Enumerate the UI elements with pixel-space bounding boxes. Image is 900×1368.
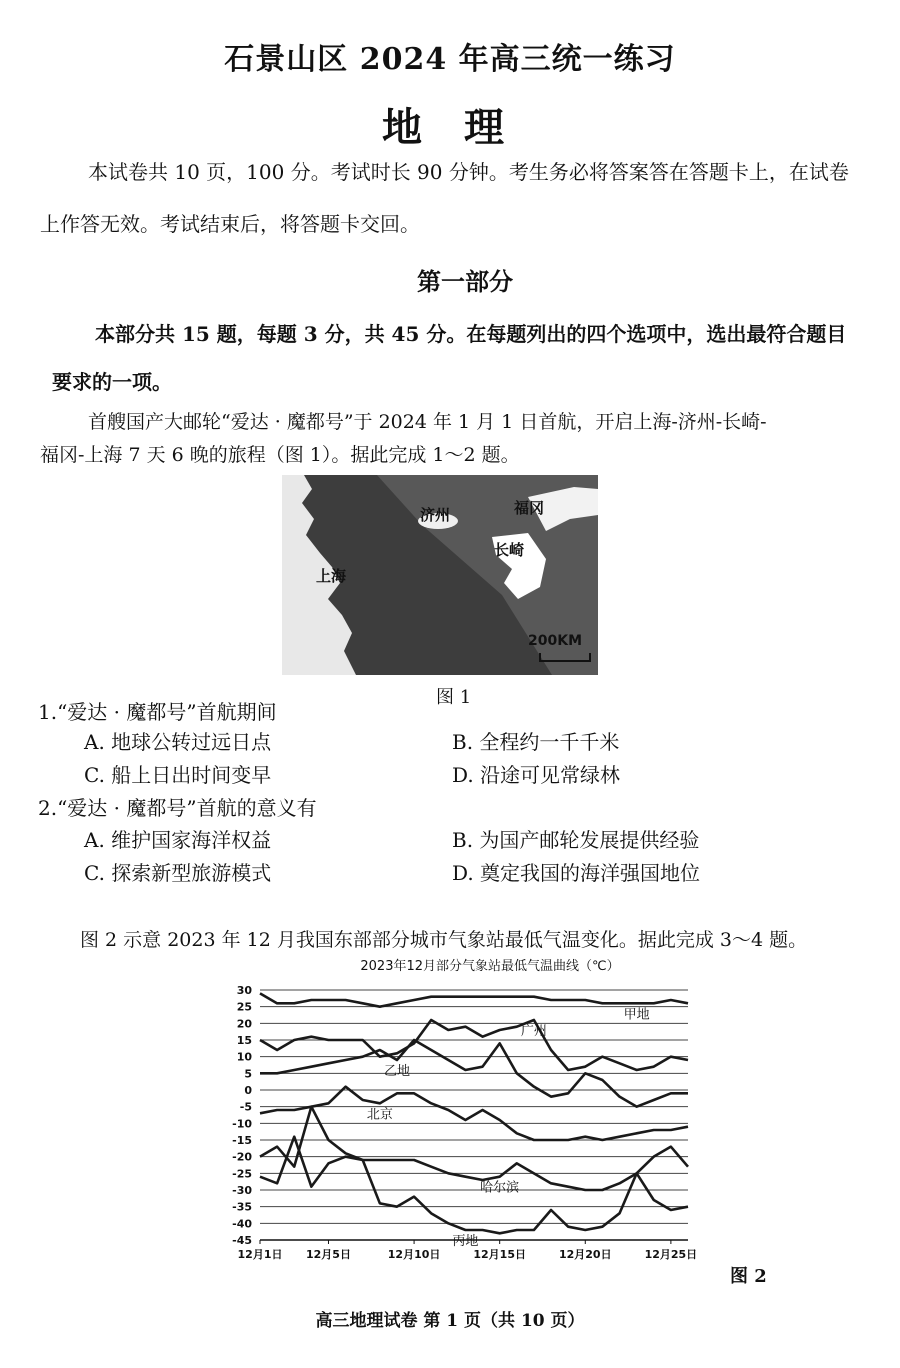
series-label: 乙地 <box>383 1064 410 1079</box>
question-1-stem: 1.“爱达 · 魔都号”首航期间 <box>38 700 277 724</box>
series-line-丙地 <box>260 1137 688 1234</box>
stem1-line-2: 福冈-上海 7 天 6 晚的旅程（图 1）。据此完成 1～2 题。 <box>40 444 520 466</box>
y-tick-label: 0 <box>244 1084 252 1097</box>
x-tick-label: 12月20日 <box>558 1248 612 1261</box>
question-2-option-a: A. 维护国家海洋权益 <box>84 828 272 852</box>
temperature-chart <box>210 952 770 1286</box>
question-2-stem: 2.“爱达 · 魔都号”首航的意义有 <box>38 796 317 820</box>
y-tick-label: 15 <box>236 1034 252 1047</box>
y-tick-label: -30 <box>232 1184 252 1197</box>
question-1-option-d: D. 沿途可见常绿林 <box>452 763 621 787</box>
part-heading: 第一部分 <box>417 267 513 296</box>
question-2-option-d: D. 奠定我国的海洋强国地位 <box>452 861 701 885</box>
stem2: 图 2 示意 2023 年 12 月我国东部部分城市气象站最低气温变化。据此完成 3～4 题。 <box>80 929 808 951</box>
label-nagasaki: 长崎 <box>494 541 525 559</box>
series-label: 甲地 <box>623 1007 650 1023</box>
question-1-option-b: B. 全程约一千千米 <box>452 730 620 754</box>
y-tick-label: -5 <box>239 1100 252 1114</box>
y-tick-label: -10 <box>232 1117 252 1131</box>
question-2-option-c: C. 探索新型旅游模式 <box>84 861 272 885</box>
y-tick-label: -45 <box>232 1234 252 1247</box>
figure1-caption: 图 1 <box>436 687 472 708</box>
figure1-map <box>282 475 598 675</box>
question-1-option-a: A. 地球公转过远日点 <box>84 730 272 754</box>
chart-title: 2023年12月部分气象站最低气温曲线（℃） <box>360 959 620 974</box>
x-tick-label: 12月15日 <box>473 1248 526 1261</box>
series-line-哈尔滨 <box>260 1107 688 1190</box>
exam-title: 石景山区 2024 年高三统一练习 <box>224 42 676 77</box>
series-label: 丙地 <box>452 1234 479 1249</box>
figure2-caption: 图 2 <box>730 1266 767 1287</box>
y-tick-label: -20 <box>232 1150 252 1164</box>
y-tick-label: 5 <box>244 1067 252 1081</box>
series-line-广州 <box>260 1020 688 1070</box>
stem1-line-1: 首艘国产大邮轮“爱达 · 魔都号”于 2024 年 1 月 1 日首航，开启上海-济州-长崎- <box>88 411 767 433</box>
x-tick-label: 12月1日 <box>237 1248 283 1261</box>
map-graphic <box>282 475 598 675</box>
y-tick-label: 25 <box>236 1000 252 1014</box>
series-label: 北京 <box>366 1107 393 1123</box>
map-scale-label: 200KM <box>528 633 583 649</box>
x-tick-label: 12月25日 <box>644 1248 698 1261</box>
y-tick-label: -25 <box>232 1167 252 1181</box>
subject-title: 地 理 <box>382 104 518 151</box>
question-1-option-c: C. 船上日出时间变早 <box>84 763 272 787</box>
part-instructions-line-2: 要求的一项。 <box>52 370 172 394</box>
intro-line-2: 上作答无效。考试结束后，将答题卡交回。 <box>40 212 420 236</box>
y-tick-label: 30 <box>236 984 252 997</box>
page-footer: 高三地理试卷 第 1 页（共 10 页） <box>315 1311 585 1331</box>
series-label: 广州 <box>520 1024 547 1039</box>
intro-line-1: 本试卷共 10 页，100 分。考试时长 90 分钟。考生务必将答案答在答题卡上，在试卷 <box>88 160 849 184</box>
y-tick-label: -40 <box>232 1217 252 1231</box>
part-instructions-line-1: 本部分共 15 题，每题 3 分，共 45 分。在每题列出的四个选项中，选出最符合题目 <box>95 322 847 346</box>
label-fukuoka: 福冈 <box>514 499 545 517</box>
y-tick-label: 20 <box>236 1017 252 1031</box>
series-line-甲地 <box>260 993 688 1006</box>
series-label: 哈尔滨 <box>480 1180 520 1196</box>
figure2-chart <box>210 952 770 1286</box>
x-tick-label: 12月5日 <box>305 1248 351 1261</box>
label-shanghai: 上海 <box>316 567 347 585</box>
y-tick-label: -35 <box>232 1200 252 1214</box>
y-tick-label: -15 <box>232 1134 252 1147</box>
x-tick-label: 12月10日 <box>387 1248 441 1261</box>
label-jeju: 济州 <box>420 506 451 524</box>
y-tick-label: 10 <box>236 1050 252 1064</box>
question-2-option-b: B. 为国产邮轮发展提供经验 <box>452 828 700 852</box>
